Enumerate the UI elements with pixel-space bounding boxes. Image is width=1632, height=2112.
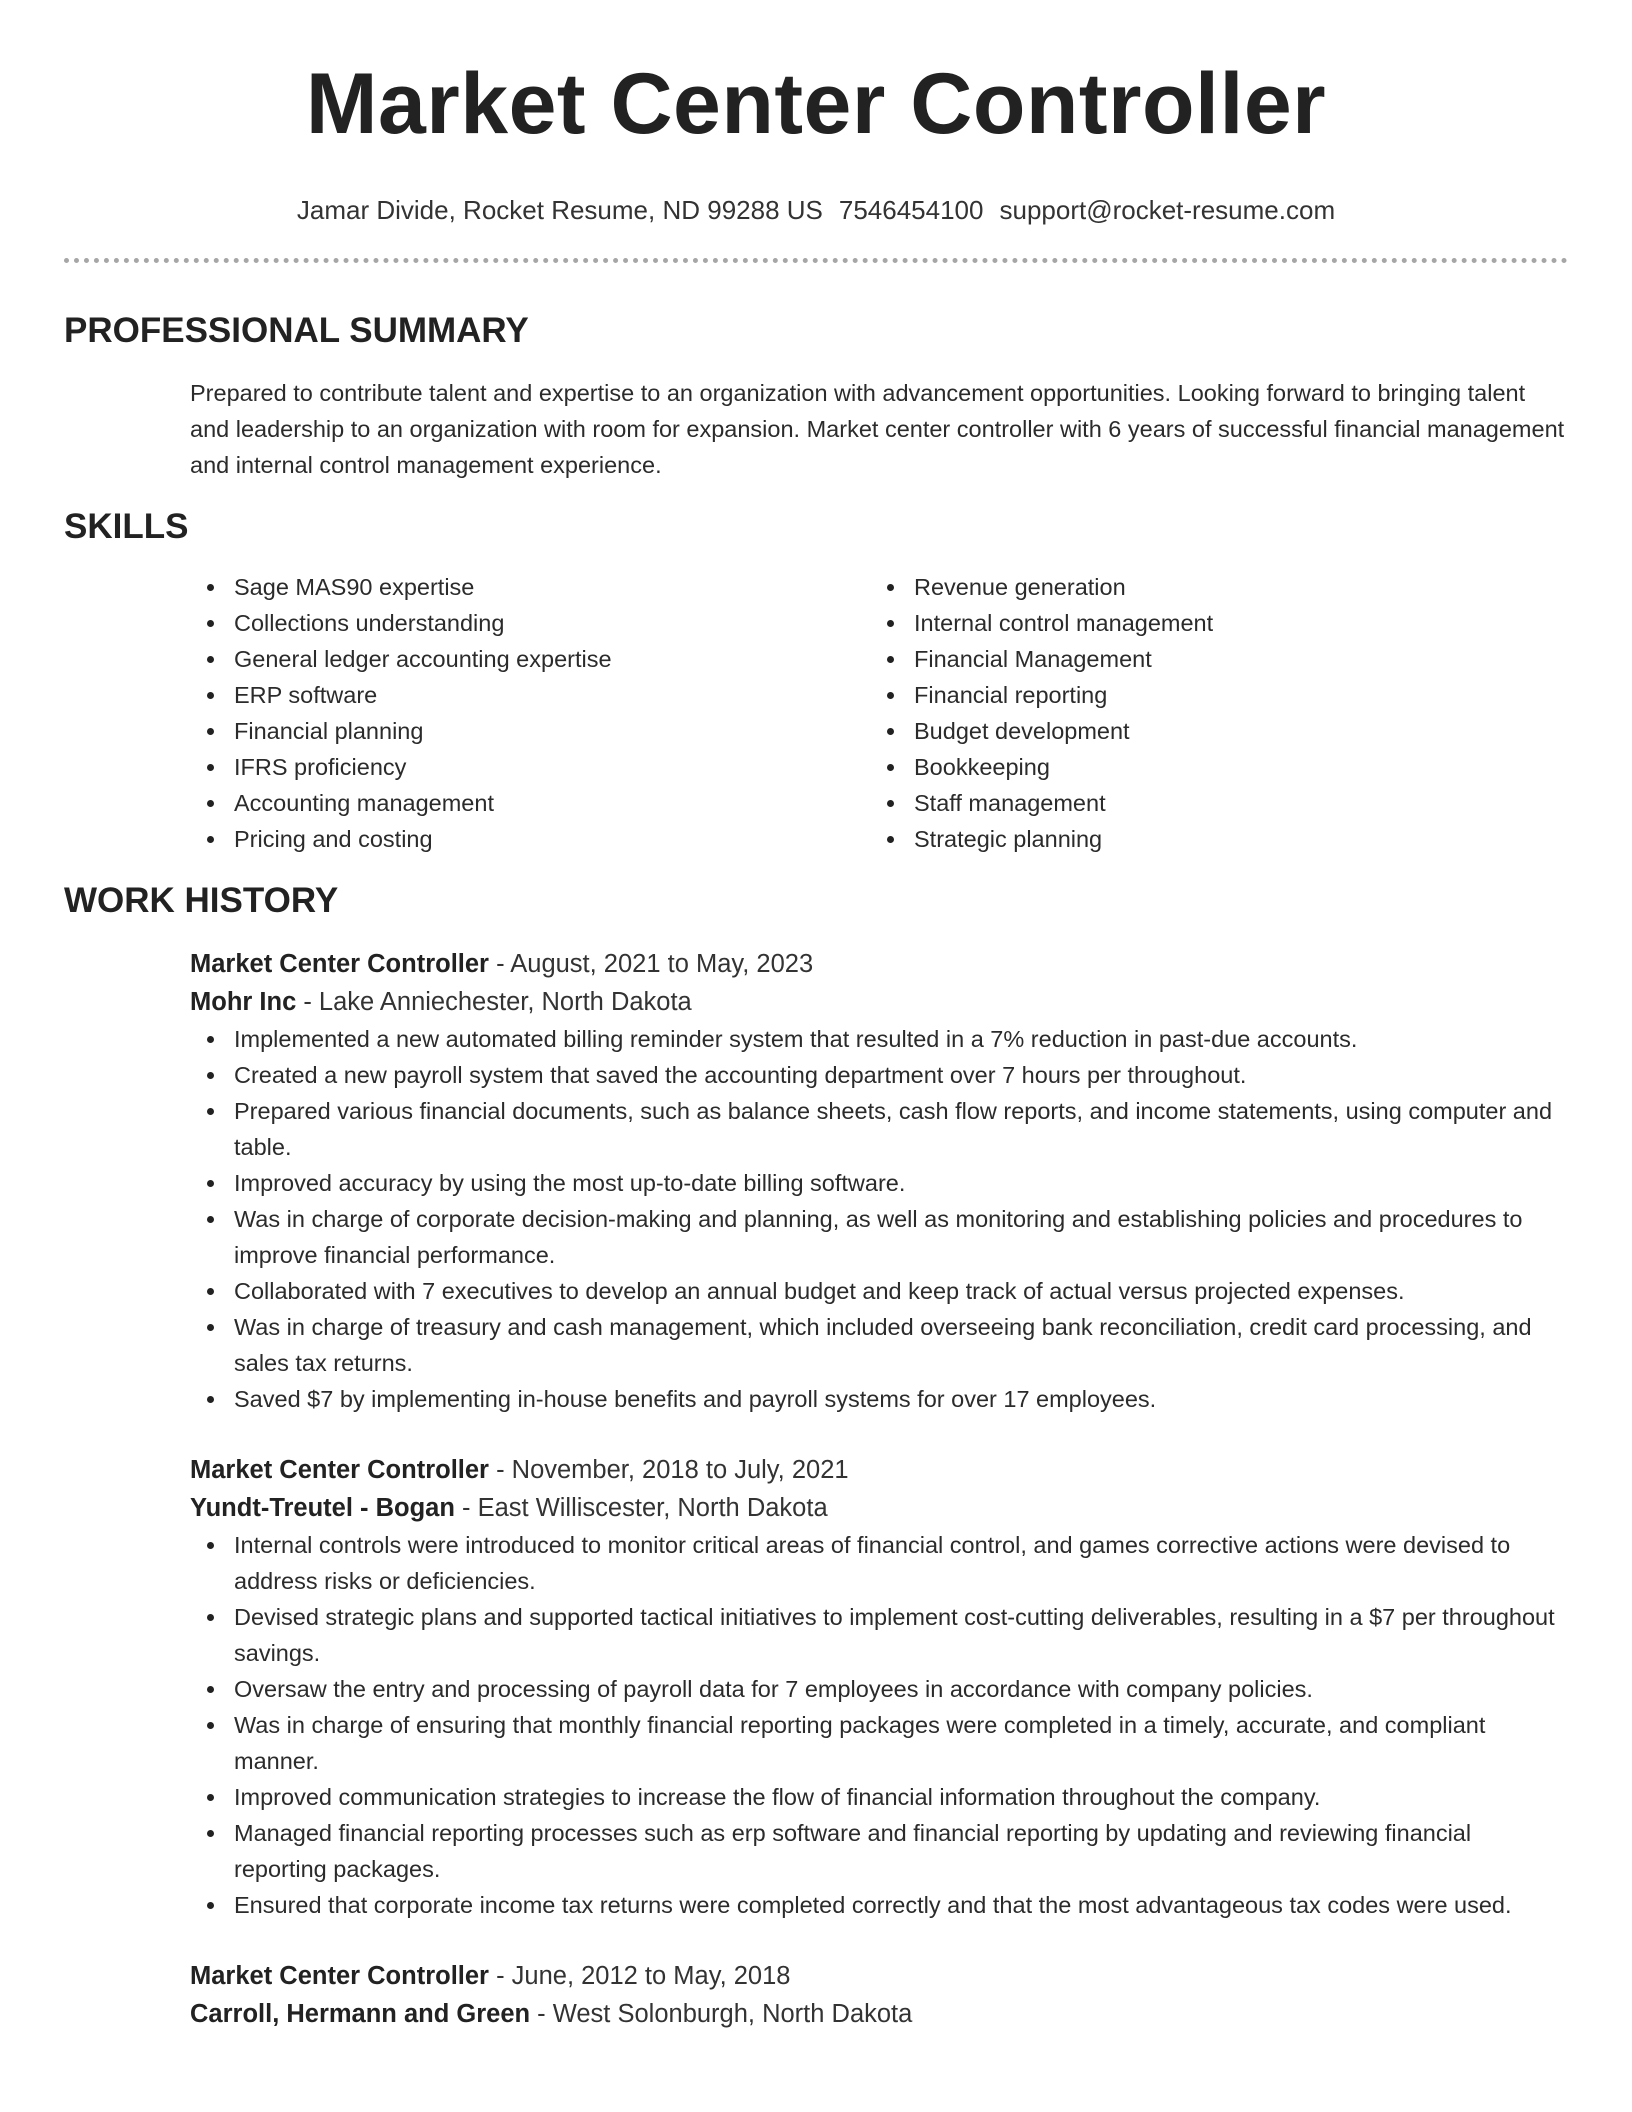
job-bullet: Managed financial reporting processes such as erp software and financial reporting by updating and reviewing financial reporting packages. bbox=[190, 1815, 1568, 1887]
job-bullet: Improved accuracy by using the most up-to-date billing software. bbox=[190, 1165, 1568, 1201]
separator: - bbox=[488, 950, 511, 978]
job-bullet-list bbox=[190, 1021, 1568, 1417]
job-bullet: Implemented a new automated billing reminder system that resulted in a 7% reduction in past-due accounts. bbox=[190, 1021, 1568, 1057]
job-bullet: Oversaw the entry and processing of payroll data for 7 employees in accordance with company policies. bbox=[190, 1671, 1568, 1707]
job-location: East Williscester, North Dakota bbox=[477, 1494, 828, 1522]
skill-item: Pricing and costing bbox=[190, 821, 870, 857]
separator: - bbox=[488, 1962, 512, 1990]
contact-email: support@rocket-resume.com bbox=[999, 195, 1336, 225]
job-company: Mohr Inc bbox=[190, 988, 297, 1016]
skill-item: Internal control management bbox=[870, 605, 1550, 641]
summary-heading: PROFESSIONAL SUMMARY bbox=[64, 311, 529, 350]
job-bullet: Ensured that corporate income tax returns were completed correctly and that the most advantageous tax codes were used. bbox=[190, 1887, 1568, 1923]
skill-item: Collections understanding bbox=[190, 605, 870, 641]
job-bullet: Saved $7 by implementing in-house benefits and payroll systems for over 17 employees. bbox=[190, 1381, 1568, 1417]
job-company-line bbox=[190, 1489, 1568, 1527]
skill-item: Staff management bbox=[870, 785, 1550, 821]
job-role: Market Center Controller bbox=[190, 1456, 489, 1484]
job-bullet: Was in charge of treasury and cash management, which included overseeing bank reconciliation, credit card processing, and sales tax returns. bbox=[190, 1309, 1568, 1381]
skill-item: Revenue generation bbox=[870, 569, 1550, 605]
summary-text: Prepared to contribute talent and expertise to an organization with advancement opportunities. Looking forward to bringing talent and leadership to an organization with room for expansion. Market center controller with 6 years of successful financial management and internal control management experience. bbox=[190, 380, 1565, 478]
work-history-section bbox=[64, 879, 1568, 2033]
job-bullet: Improved communication strategies to increase the flow of financial information throughout the company. bbox=[190, 1779, 1568, 1815]
skills-heading: SKILLS bbox=[64, 507, 189, 546]
job-bullet: Was in charge of corporate decision-making and planning, as well as monitoring and establishing policies and procedures to improve financial performance. bbox=[190, 1201, 1568, 1273]
job-title-line bbox=[190, 945, 1568, 983]
job-bullet: Prepared various financial documents, such as balance sheets, cash flow reports, and income statements, using computer and table. bbox=[190, 1093, 1568, 1165]
job-title-line bbox=[190, 1451, 1568, 1489]
contact-line bbox=[0, 194, 1632, 226]
separator: - bbox=[488, 1456, 512, 1484]
skill-item: ERP software bbox=[190, 677, 870, 713]
job-entry bbox=[190, 1451, 1568, 1923]
job-company-line bbox=[190, 1995, 1568, 2033]
skill-item: Sage MAS90 expertise bbox=[190, 569, 870, 605]
job-bullet: Collaborated with 7 executives to develop an annual budget and keep track of actual versus projected expenses. bbox=[190, 1273, 1568, 1309]
job-entry bbox=[190, 1957, 1568, 2033]
job-company: Yundt-Treutel - Bogan bbox=[190, 1494, 455, 1522]
skills-grid bbox=[190, 569, 1568, 857]
skill-item: Financial planning bbox=[190, 713, 870, 749]
contact-phone: 7546454100 bbox=[838, 195, 984, 225]
resume-header bbox=[0, 0, 1632, 226]
skills-list-left bbox=[190, 569, 870, 857]
skill-item: Budget development bbox=[870, 713, 1550, 749]
job-company: Carroll, Hermann and Green bbox=[190, 2000, 531, 2028]
skill-item: Strategic planning bbox=[870, 821, 1550, 857]
job-entry bbox=[190, 945, 1568, 1417]
job-dates: November, 2018 to July, 2021 bbox=[511, 1456, 849, 1484]
skill-item: General ledger accounting expertise bbox=[190, 641, 870, 677]
job-bullet: Devised strategic plans and supported tactical initiatives to implement cost-cutting deliverables, resulting in a $7 per throughout savings. bbox=[190, 1599, 1568, 1671]
skills-section bbox=[64, 505, 1568, 857]
skill-item: Accounting management bbox=[190, 785, 870, 821]
work-history-heading: WORK HISTORY bbox=[64, 881, 339, 920]
job-company-line bbox=[190, 983, 1568, 1021]
skills-column-left bbox=[190, 569, 870, 857]
job-bullet-list bbox=[190, 1527, 1568, 1923]
job-bullet: Was in charge of ensuring that monthly financial reporting packages were completed in a timely, accurate, and compliant manner. bbox=[190, 1707, 1568, 1779]
job-dates: August, 2021 to May, 2023 bbox=[510, 950, 814, 978]
job-dates: June, 2012 to May, 2018 bbox=[511, 1962, 791, 1990]
job-role: Market Center Controller bbox=[190, 1962, 489, 1990]
separator: - bbox=[454, 1494, 478, 1522]
job-bullet: Created a new payroll system that saved the accounting department over 7 hours per throughout. bbox=[190, 1057, 1568, 1093]
job-role: Market Center Controller bbox=[190, 950, 489, 978]
skills-column-right bbox=[870, 569, 1550, 857]
candidate-name: Market Center Controller bbox=[305, 56, 1327, 152]
summary-section bbox=[64, 309, 1568, 483]
job-bullet: Internal controls were introduced to monitor critical areas of financial control, and games corrective actions were devised to address risks or deficiencies. bbox=[190, 1527, 1568, 1599]
job-location: West Solonburgh, North Dakota bbox=[552, 2000, 913, 2028]
header-divider bbox=[64, 258, 1568, 263]
skills-list-right bbox=[870, 569, 1550, 857]
separator: - bbox=[530, 2000, 553, 2028]
skill-item: Bookkeeping bbox=[870, 749, 1550, 785]
skill-item: Financial Management bbox=[870, 641, 1550, 677]
job-location: Lake Anniechester, North Dakota bbox=[318, 988, 692, 1016]
contact-address: Jamar Divide, Rocket Resume, ND 99288 US bbox=[296, 195, 823, 225]
skill-item: IFRS proficiency bbox=[190, 749, 870, 785]
skill-item: Financial reporting bbox=[870, 677, 1550, 713]
job-title-line bbox=[190, 1957, 1568, 1995]
separator: - bbox=[296, 988, 319, 1016]
